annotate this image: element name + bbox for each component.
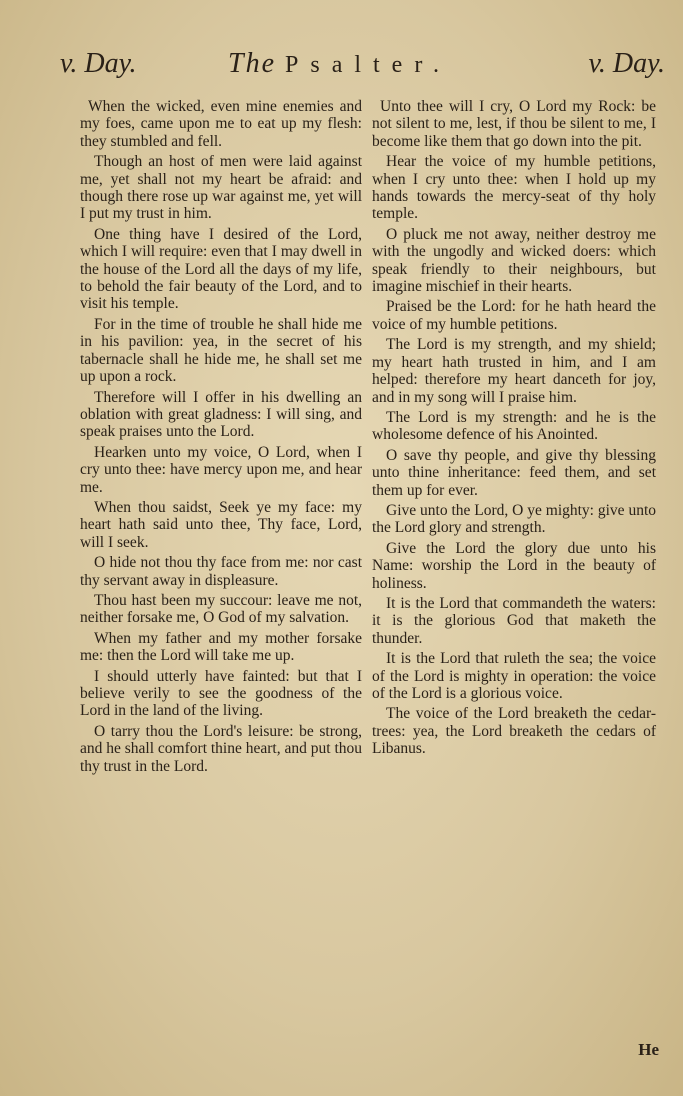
- verse: Unto thee will I cry, O Lord my Rock: be not silent to me, lest, if thou be silent to me, I become like them that go down into the pit.: [372, 98, 656, 150]
- verse: Praised be the Lord: for he hath heard the voice of my humble petitions.: [372, 298, 656, 333]
- verse: One thing have I desired of the Lord, which I will require: even that I may dwell in the house of the Lord all the days of my life, to behold the fair beauty of the Lord, and to visit his temple.: [80, 225, 362, 313]
- right-column: [372, 98, 656, 761]
- verse: I should utterly have fainted: but that I believe verily to see the goodness of the Lord in the land of the living.: [80, 667, 362, 720]
- header-title: [228, 48, 451, 80]
- verse: Give the Lord the glory due unto his Name: worship the Lord in the beauty of holiness.: [372, 539, 656, 592]
- verse: For in the time of trouble he shall hide me in his pavilion: yea, in the secret of his tabernacle shall he hide me, he shall set me up upon a rock.: [80, 315, 362, 386]
- header-title-the: The: [228, 48, 276, 79]
- verse: O hide not thou thy face from me: nor cast thy servant away in displeasure.: [80, 554, 362, 589]
- verse: Hear the voice of my humble petitions, when I cry unto thee: when I hold up my hands towards the mercy-seat of thy holy temple.: [372, 153, 656, 223]
- verse: When the wicked, even mine enemies and my foes, came upon me to eat up my flesh: they stumbled and fell.: [80, 98, 362, 150]
- verse: O tarry thou the Lord's leisure: be strong, and he shall comfort thine heart, and put thou thy trust in the Lord.: [80, 722, 362, 775]
- verse: When my father and my mother forsake me: then the Lord will take me up.: [80, 629, 362, 665]
- verse: Therefore will I offer in his dwelling an oblation with great gladness: I will sing, and speak praises unto the Lord.: [80, 388, 362, 441]
- verse: When thou saidst, Seek ye my face: my heart hath said unto thee, Thy face, Lord, will I seek.: [80, 498, 362, 551]
- verse: It is the Lord that commandeth the waters: it is the glorious God that maketh the thunder.: [372, 594, 656, 647]
- verse: The Lord is my strength: and he is the wholesome defence of his Anointed.: [372, 408, 656, 444]
- catchword: He: [638, 1040, 659, 1059]
- verse: Hearken unto my voice, O Lord, when I cry unto thee: have mercy upon me, and hear me.: [80, 443, 362, 496]
- verse: It is the Lord that ruleth the sea; the voice of the Lord is mighty in operation: the voice of the Lord is a glorious voice.: [372, 650, 656, 702]
- header-day-left: v. Day.: [60, 48, 137, 79]
- header-day-right: v. Day.: [588, 48, 665, 79]
- verse: Thou hast been my succour: leave me not, neither forsake me, O God of my salvation.: [80, 591, 362, 627]
- verse: O pluck me not away, neither destroy me with the ungodly and wicked doers: which speak friendly to their neighbours, but imagine mischief in their hearts.: [372, 225, 656, 296]
- verse: Though an host of men were laid against me, yet shall not my heart be afraid: and though there rose up war against me, yet will I put my trust in him.: [80, 153, 362, 223]
- running-header: [60, 48, 665, 88]
- verse: The voice of the Lord breaketh the cedar-trees: yea, the Lord breaketh the cedars of Libanus.: [372, 705, 656, 758]
- verse: The Lord is my strength, and my shield; my heart hath trusted in him, and I am helped: therefore my heart danceth for joy, and in my song will I praise him.: [372, 336, 656, 406]
- header-title-psalter: Psalter.: [285, 52, 451, 78]
- verse: Give unto the Lord, O ye mighty: give unto the Lord glory and strength.: [372, 501, 656, 537]
- left-column: [80, 98, 362, 778]
- verse: O save thy people, and give thy blessing unto thine inheritance: feed them, and set them up for ever.: [372, 446, 656, 499]
